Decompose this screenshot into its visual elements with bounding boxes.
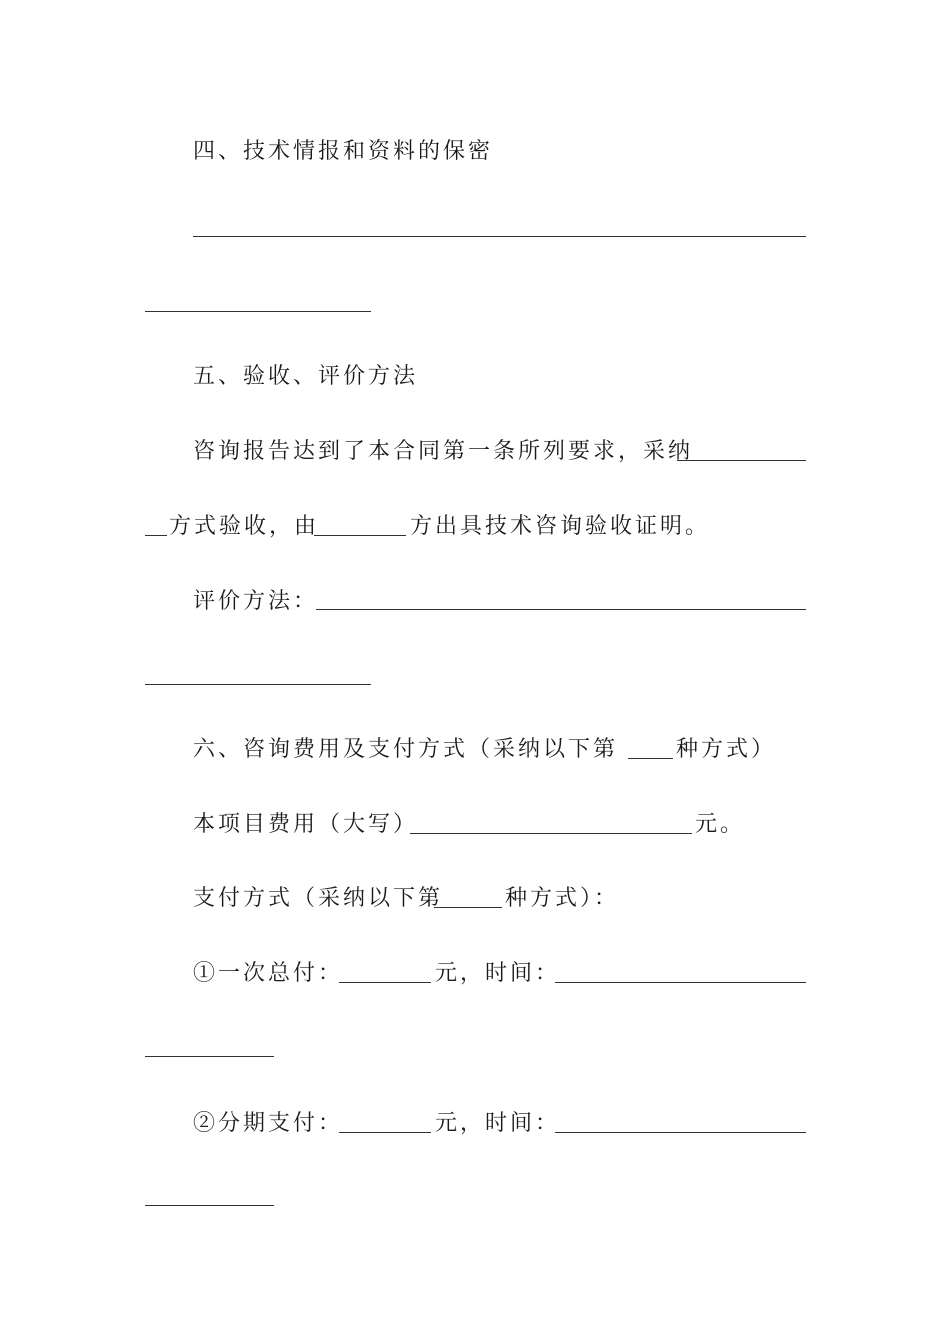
certifying-party-blank[interactable] [314, 535, 406, 536]
project-fee-unit: 元。 [695, 812, 746, 837]
section-4-blank-line-2[interactable] [145, 311, 371, 312]
evaluation-method-blank-2[interactable] [145, 684, 371, 685]
section-6-heading-a: 六、咨询费用及支付方式（采纳以下第 [193, 737, 619, 762]
project-fee-label: 本项目费用（大写） [193, 812, 419, 837]
payment-method-label: 支付方式（采纳以下第 [193, 886, 444, 911]
payment-option-number-blank[interactable] [434, 907, 502, 908]
section-5-acceptance-line-1: 咨询报告达到了本合同第一条所列要求，采纳 [193, 439, 694, 464]
option-1-amount-blank[interactable] [339, 982, 431, 983]
acceptance-method-blank-2[interactable] [145, 535, 167, 536]
option-2-time-label: 元，时间： [435, 1111, 561, 1136]
option-2-amount-blank[interactable] [339, 1132, 431, 1133]
option-2-time-blank-2[interactable] [145, 1205, 274, 1206]
acceptance-method-blank-1[interactable] [677, 460, 806, 461]
section-4-blank-line-1[interactable] [193, 236, 806, 237]
section-5-heading: 五、验收、评价方法 [193, 364, 419, 389]
option-2-time-blank-1[interactable] [555, 1132, 806, 1133]
option-1-time-blank-1[interactable] [555, 982, 806, 983]
option-1-time-blank-2[interactable] [145, 1056, 274, 1057]
option-2-label: ②分期支付： [193, 1111, 344, 1136]
evaluation-method-label: 评价方法： [193, 589, 319, 614]
evaluation-method-blank-1[interactable] [316, 609, 806, 610]
section-5-acceptance-line-2b: 方出具技术咨询验收证明。 [410, 514, 711, 539]
section-5-acceptance-line-2a: 方式验收，由 [169, 514, 320, 539]
section-4-heading: 四、技术情报和资料的保密 [193, 139, 494, 164]
project-fee-uppercase-blank[interactable] [410, 833, 692, 834]
option-1-label: ①一次总付： [193, 961, 344, 986]
payment-method-label-end: 种方式）： [505, 886, 620, 911]
section-6-heading-b: 种方式） [676, 737, 777, 762]
fee-option-number-blank[interactable] [628, 758, 673, 759]
option-1-time-label: 元，时间： [435, 961, 561, 986]
